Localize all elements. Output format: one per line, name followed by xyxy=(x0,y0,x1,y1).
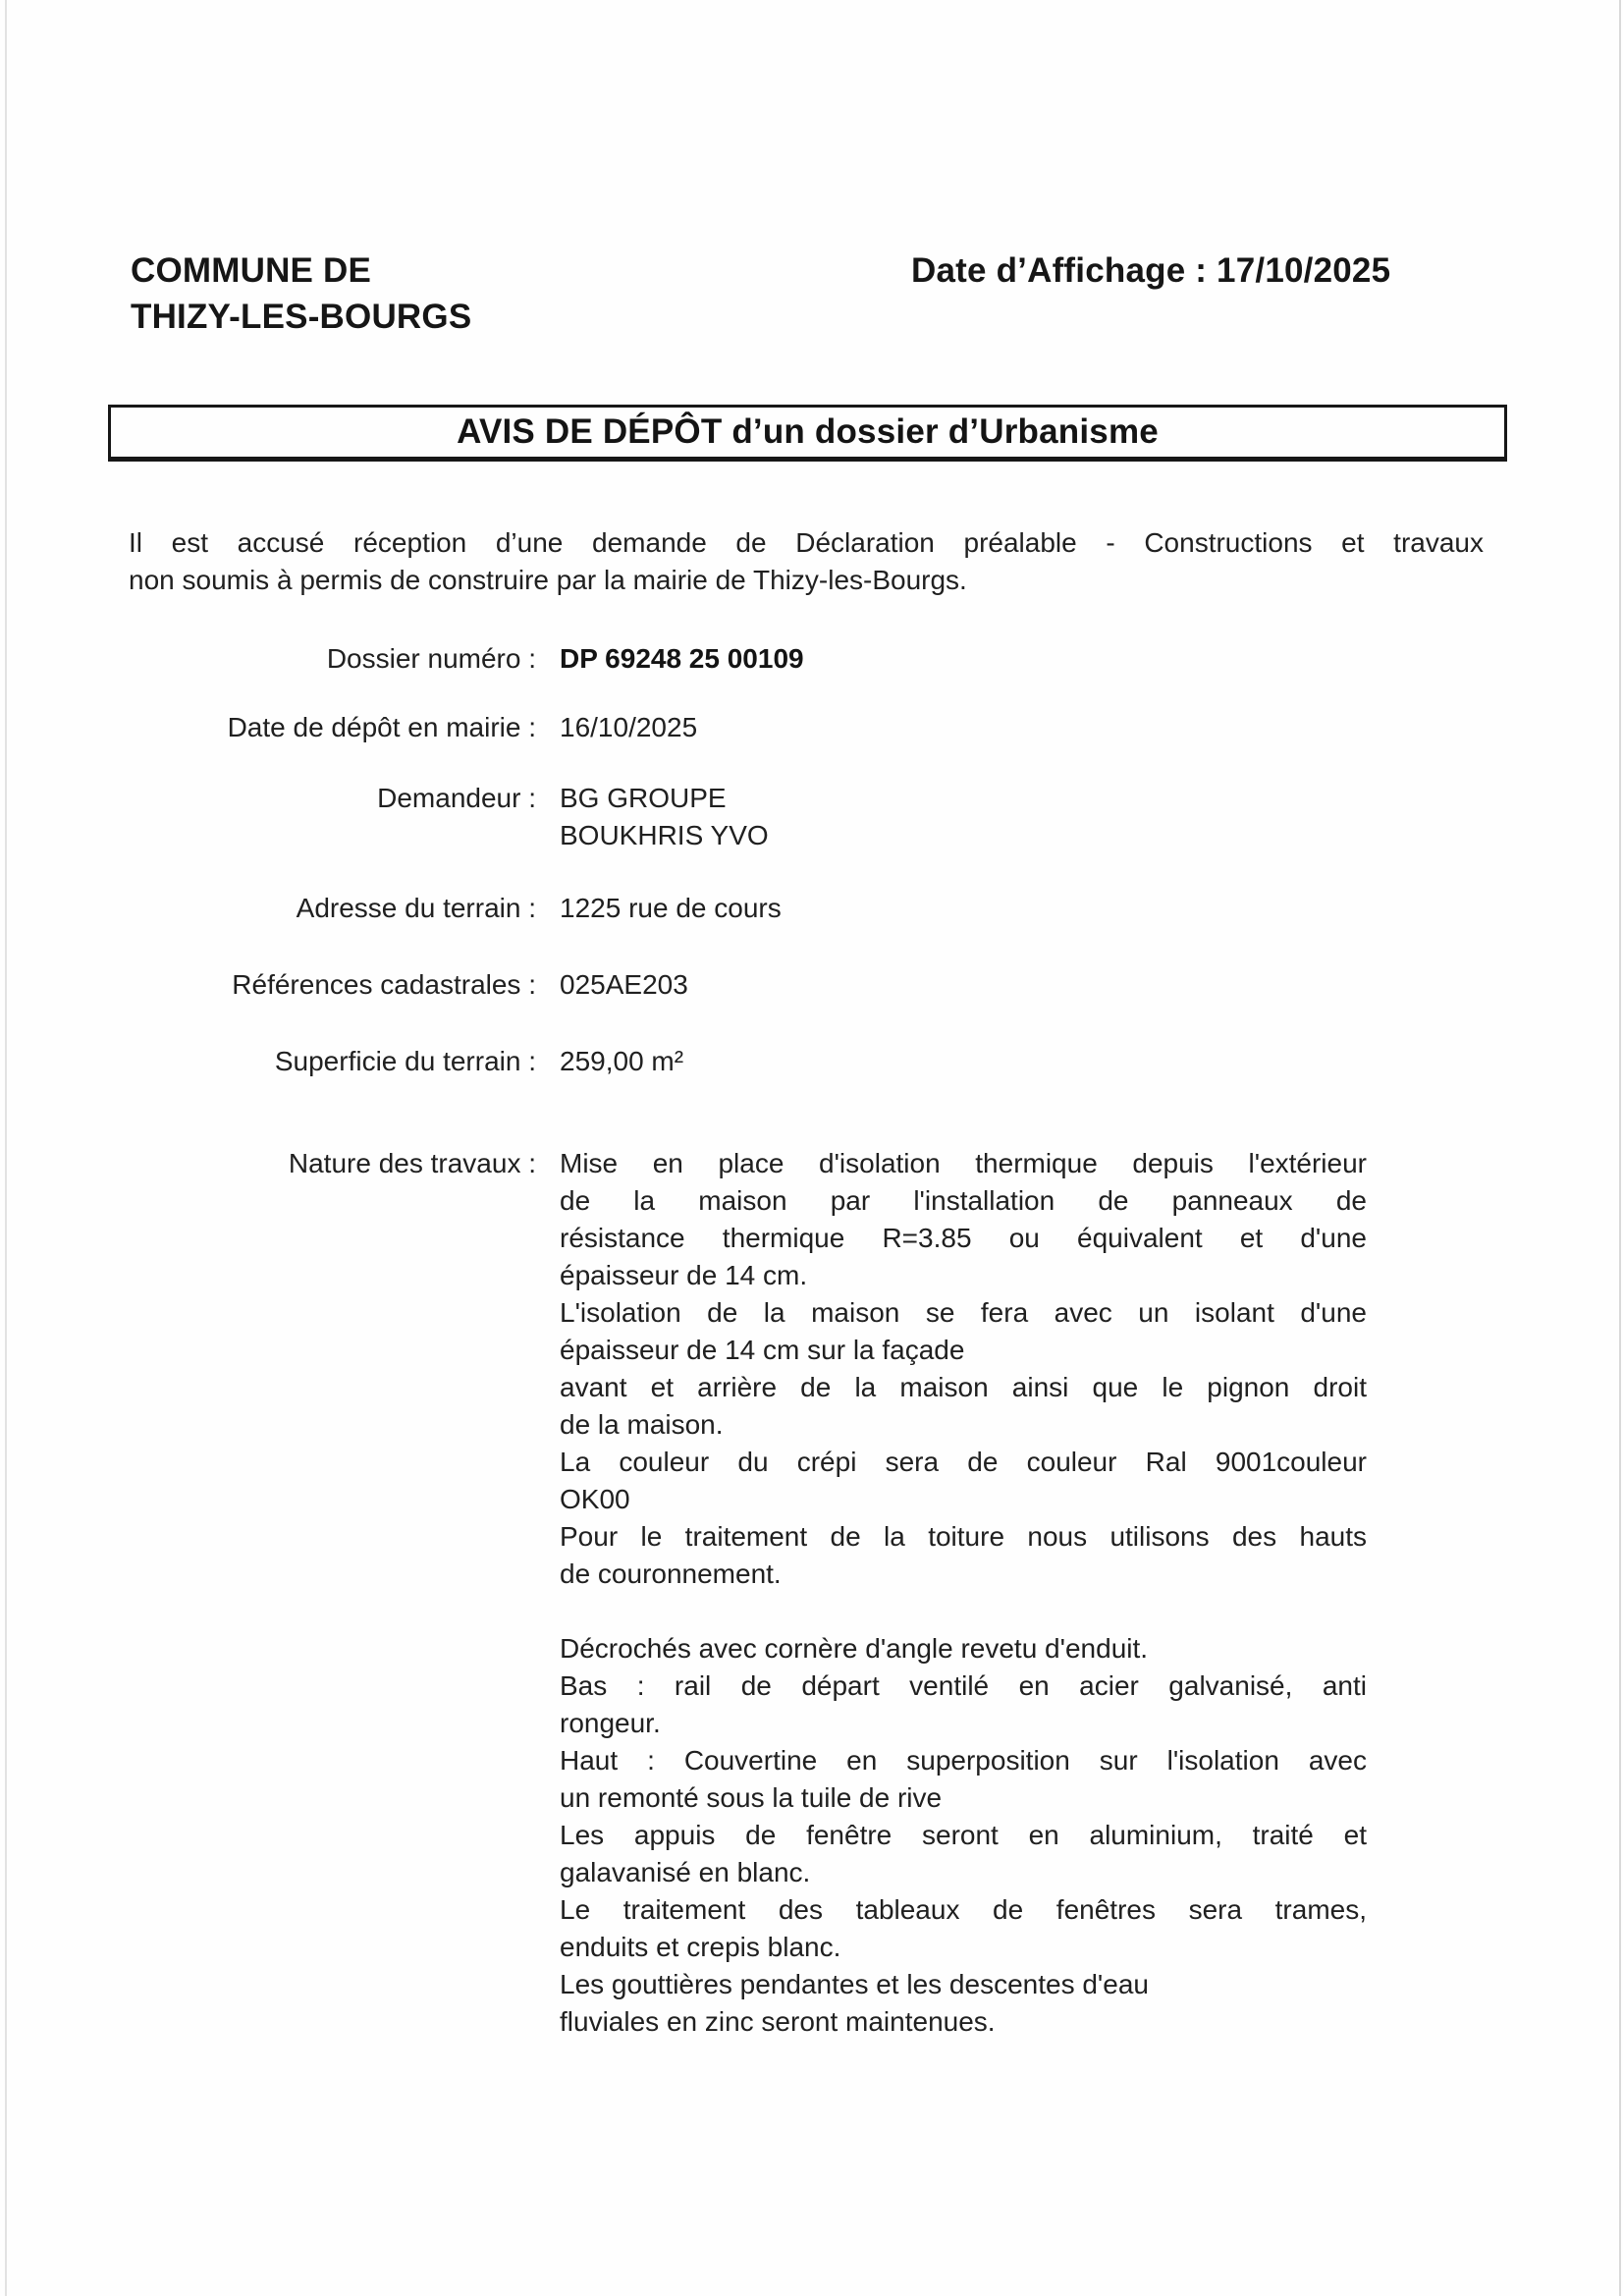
text-line: Mise en place d'isolation thermique depuis l'extérieur xyxy=(560,1148,1367,1178)
text-line: résistance thermique R=3.85 ou équivalent et d'une xyxy=(560,1223,1367,1253)
text-line: de couronnement. xyxy=(560,1558,782,1589)
text-line: rongeur. xyxy=(560,1708,661,1738)
text-line: Décrochés avec cornère d'angle revetu d'enduit. xyxy=(560,1633,1149,1664)
text-line xyxy=(560,1593,1367,1630)
text-line: non soumis à permis de construire par la mairie de Thizy-les-Bourgs. xyxy=(129,565,967,595)
commune-line2: THIZY-LES-BOURGS xyxy=(131,298,472,336)
field-label: Références cadastrales : xyxy=(232,969,536,1000)
text-line: un remonté sous la tuile de rive xyxy=(560,1782,943,1813)
text-line: Les appuis de fenêtre seront en aluminium, traité et xyxy=(560,1820,1367,1850)
commune-line1: COMMUNE DE xyxy=(131,251,372,290)
field-value-dossier-numero: DP 69248 25 00109 xyxy=(560,643,804,674)
text-line: fluviales en zinc seront maintenues. xyxy=(560,2006,996,2037)
field-label: Nature des travaux : xyxy=(288,1148,536,1178)
commune-name xyxy=(131,247,471,340)
text-line: BOUKHRIS YVO xyxy=(560,820,769,850)
field-value-date-depot: 16/10/2025 xyxy=(560,712,698,742)
field-value-references: 025AE203 xyxy=(560,969,688,1000)
text-line: BG GROUPE xyxy=(560,783,727,813)
text-line: L'isolation de la maison se fera avec un isolant d'une xyxy=(560,1297,1367,1328)
field-label: Superficie du terrain : xyxy=(274,1046,536,1076)
text-line: Il est accusé réception d’une demande de Déclaration préalable - Constructions et travaux xyxy=(129,527,1484,558)
text-line: épaisseur de 14 cm. xyxy=(560,1260,808,1290)
text-line: Haut : Couvertine en superposition sur l'isolation avec xyxy=(560,1745,1367,1776)
title-box xyxy=(108,405,1507,462)
scan-edge-artifact-right xyxy=(1619,0,1621,2296)
field-value-nature-travaux xyxy=(560,1145,1367,2041)
field-value-superficie: 259,00 m² xyxy=(560,1046,684,1076)
text-line: Pour le traitement de la toiture nous utilisons des hauts xyxy=(560,1521,1367,1552)
text-line: OK00 xyxy=(560,1484,630,1514)
text-line: épaisseur de 14 cm sur la façade xyxy=(560,1335,965,1365)
field-value-demandeur xyxy=(560,780,1404,854)
text-line: enduits et crepis blanc. xyxy=(560,1932,841,1962)
field-label: Adresse du terrain : xyxy=(296,893,536,923)
text-line: avant et arrière de la maison ainsi que le pignon droit xyxy=(560,1372,1367,1402)
intro-paragraph xyxy=(129,524,1484,599)
field-label: Date de dépôt en mairie : xyxy=(227,712,536,742)
date-affichage: Date d’Affichage : 17/10/2025 xyxy=(911,251,1391,290)
field-label: Dossier numéro : xyxy=(326,643,536,674)
text-line: Les gouttières pendantes et les descentes d'eau xyxy=(560,1969,1149,1999)
text-line: de la maison. xyxy=(560,1409,724,1440)
text-line: Le traitement des tableaux de fenêtres sera trames, xyxy=(560,1894,1367,1925)
text-line: de la maison par l'installation de panneaux de xyxy=(560,1185,1367,1216)
field-value-adresse: 1225 rue de cours xyxy=(560,893,782,923)
field-label: Demandeur : xyxy=(377,783,536,813)
text-line: Bas : rail de départ ventilé en acier galvanisé, anti xyxy=(560,1670,1367,1701)
text-line: galavanisé en blanc. xyxy=(560,1857,811,1887)
text-line: La couleur du crépi sera de couleur Ral 9001couleur xyxy=(560,1447,1367,1477)
page-title: AVIS DE DÉPÔT d’un dossier d’Urbanisme xyxy=(457,412,1159,451)
